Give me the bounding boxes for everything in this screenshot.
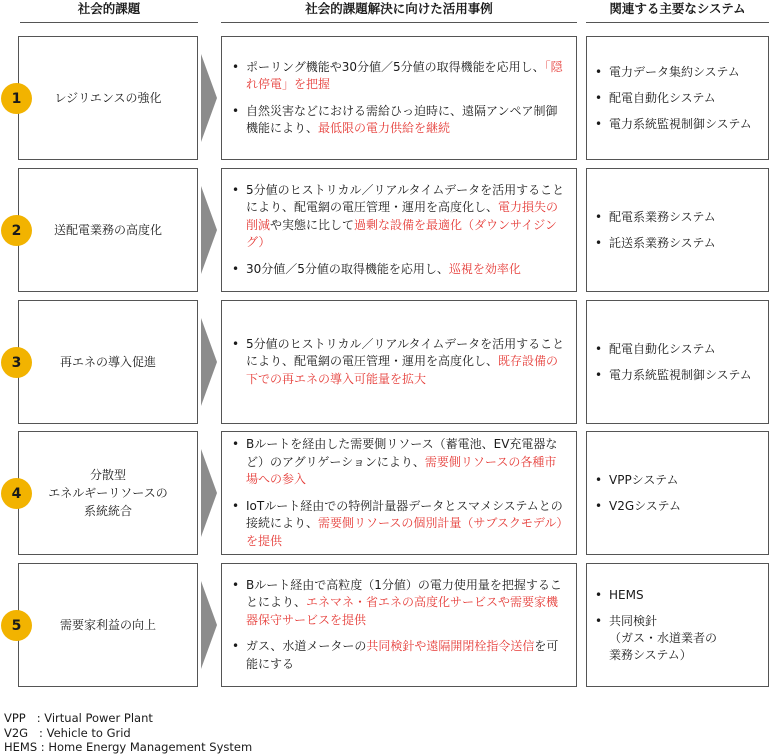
highlight-text: エネマネ・省エネの高度化サービスや需要家機器保守サービスを提供 (246, 595, 559, 627)
system-label: 電力データ集約システム (609, 64, 740, 79)
system-item (595, 587, 762, 604)
bullet-icon: • (595, 587, 603, 602)
legend-hems: HEMS : Home Energy Management System (4, 740, 253, 754)
chevron-right-icon (201, 318, 217, 406)
use-case-box-5 (221, 563, 577, 687)
issue-label: 再エネの導入促進 (59, 355, 156, 369)
bullet-icon: • (595, 116, 603, 131)
systems-box-4 (586, 431, 769, 555)
system-label: 配電系業務システム (609, 209, 716, 224)
system-label: 電力系統監視制御システム (609, 116, 752, 131)
bullet-icon: • (232, 437, 240, 451)
system-label: 配電自動化システム (609, 341, 716, 356)
highlight-text: 巡視を効率化 (448, 261, 521, 276)
bullet-icon: • (232, 577, 240, 592)
bullet-icon: • (595, 209, 603, 224)
use-case-item (232, 261, 566, 279)
system-item (595, 498, 762, 515)
bullet-icon: • (232, 336, 240, 351)
system-item (595, 367, 762, 384)
case-text: Bルートを経由した需要側リソース（蓄電池、EV充電器など）のアグリゲーションにより、 (246, 437, 558, 469)
highlight-text: 共同検針や遠隔開閉栓指令送信 (366, 639, 535, 654)
case-text: IoTルート経由での特例計量器データとスマメシステムとの接続により、 (246, 498, 563, 530)
use-case-item (232, 336, 566, 389)
issue-box-1 (18, 36, 198, 160)
bullet-icon: • (595, 498, 603, 513)
use-case-item (232, 182, 566, 252)
system-label: 配電自動化システム (609, 90, 716, 105)
bullet-icon: • (595, 341, 603, 356)
bullet-icon: • (595, 235, 603, 250)
issue-number-badge: 5 (1, 610, 32, 641)
system-item (595, 613, 762, 664)
system-item (595, 341, 762, 358)
header-related-systems: 関連する主要なシステム (586, 0, 769, 23)
bullet-icon: • (595, 90, 603, 105)
use-case-box-3 (221, 300, 577, 424)
issue-box-5 (18, 563, 198, 687)
use-case-item (232, 498, 566, 551)
system-item (595, 209, 762, 226)
systems-box-2 (586, 168, 769, 292)
issue-label: 需要家利益の向上 (59, 618, 156, 632)
case-text: 30分値／5分値の取得機能を応用し、 (246, 261, 449, 276)
issue-label: 分散型 エネルギーリソースの 系統統合 (48, 468, 168, 518)
issue-number-badge: 1 (1, 83, 32, 114)
system-label: 共同検針 （ガス・水道業者の 業務システム） (609, 613, 718, 662)
system-label: HEMS (609, 587, 644, 602)
case-text: Bルート経由で高粒度（1分値）の電力使用量を把握することにより、 (246, 577, 562, 610)
case-text: を可能にする (246, 639, 559, 671)
case-text: ガス、水道メーターの (246, 639, 367, 654)
bullet-icon: • (595, 472, 603, 487)
use-case-box-1 (221, 36, 577, 160)
case-text: 自然災害などにおける需給ひっ迫時に、遠隔アンペア制御機能により、 (246, 103, 558, 135)
case-text: 5分値のヒストリカル／リアルタイムデータを活用することにより、配電網の電圧管理・運用を高度化し、 (246, 336, 565, 369)
issue-label: レジリエンスの強化 (54, 91, 162, 105)
bullet-icon: • (232, 59, 240, 74)
use-case-item (232, 59, 566, 94)
bullet-icon: • (595, 613, 603, 628)
highlight-text: 最低限の電力供給を継続 (318, 121, 451, 135)
system-item (595, 64, 762, 81)
header-use-cases: 社会的課題解決に向けた活用事例 (221, 0, 577, 23)
issue-box-2 (18, 168, 198, 292)
issue-label: 送配電業務の高度化 (53, 223, 162, 237)
system-label: 託送系業務システム (609, 235, 716, 250)
issue-number-badge: 4 (1, 478, 32, 509)
use-case-box-2 (221, 168, 577, 292)
legend-vpp: VPP : Virtual Power Plant (4, 711, 153, 725)
use-case-item (232, 577, 566, 630)
highlight-text: 既存設備の下での再エネの導入可能量を拡大 (246, 354, 559, 386)
system-item (595, 116, 762, 133)
issue-number-badge: 3 (1, 347, 32, 378)
use-case-item (232, 436, 566, 489)
bullet-icon: • (232, 639, 240, 654)
abbreviation-legend (4, 711, 252, 755)
chevron-right-icon (201, 581, 217, 669)
highlight-text: 電力損失の削減 (246, 200, 559, 232)
highlight-text: 過剰な設備を最適化（ダウンサイジング） (246, 217, 557, 250)
bullet-icon: • (232, 103, 240, 118)
chevron-right-icon (201, 186, 217, 274)
issue-box-3 (18, 300, 198, 424)
use-case-item (232, 638, 566, 673)
case-text: ポーリング機能や30分値／5分値の取得機能を応用し、 (246, 59, 545, 74)
case-text: 5分値のヒストリカル／リアルタイムデータを活用することにより、配電網の電圧管理・運用を高度化し、 (246, 182, 565, 215)
use-case-item (232, 103, 566, 138)
bullet-icon: • (595, 367, 603, 382)
systems-box-3 (586, 300, 769, 424)
highlight-text: 需要側リソースの個別計量（サブスクモデル）を提供 (246, 516, 563, 548)
systems-box-1 (586, 36, 769, 160)
issue-number-badge: 2 (1, 215, 32, 246)
system-label: VPPシステム (609, 472, 679, 487)
bullet-icon: • (232, 182, 240, 197)
highlight-text: 需要側リソースの各種市場への参入 (246, 454, 557, 486)
system-item (595, 235, 762, 252)
issue-box-4 (18, 431, 198, 555)
use-case-box-4 (221, 431, 577, 555)
chevron-right-icon (201, 54, 217, 142)
bullet-icon: • (232, 498, 240, 513)
legend-v2g: V2G : Vehicle to Grid (4, 725, 131, 740)
system-item (595, 90, 762, 107)
systems-box-5 (586, 563, 769, 687)
bullet-icon: • (595, 64, 603, 79)
system-label: V2Gシステム (609, 498, 681, 513)
case-text: や実態に比して (270, 217, 355, 232)
header-social-issue: 社会的課題 (20, 0, 198, 23)
bullet-icon: • (232, 261, 240, 276)
highlight-text: 「隠れ停電」を把握 (246, 59, 563, 91)
system-label: 電力系統監視制御システム (609, 367, 752, 382)
system-item (595, 472, 762, 489)
chevron-right-icon (201, 449, 217, 537)
